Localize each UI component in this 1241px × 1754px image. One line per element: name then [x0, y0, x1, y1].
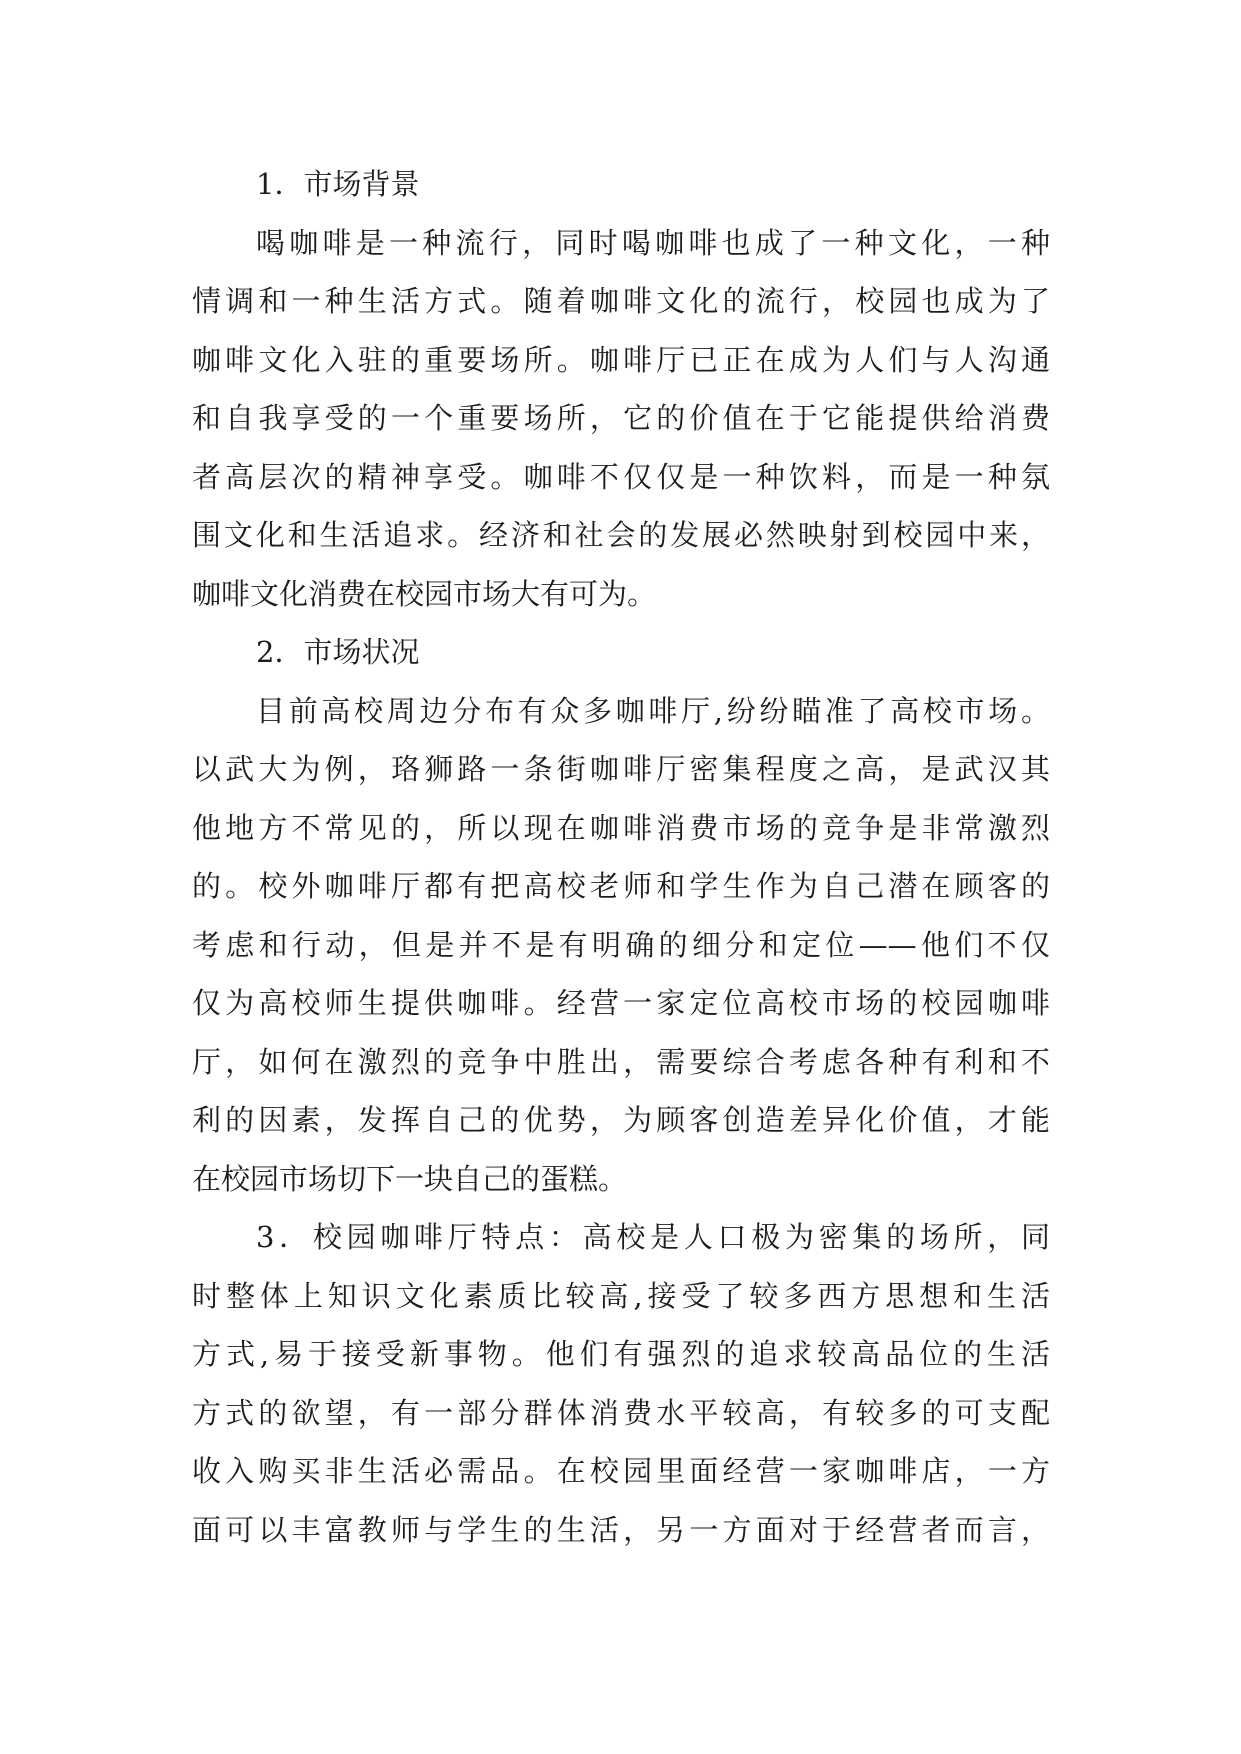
paragraph-line: 利的因素，发挥自己的优势，为顾客创造差异化价值，才能: [192, 1103, 1050, 1137]
paragraph-line: 收入购买非生活必需品。在校园里面经营一家咖啡店，一方: [192, 1454, 1050, 1488]
paragraph-line: 围文化和生活追求。经济和社会的发展必然映射到校园中来，: [192, 518, 1050, 552]
paragraph-line: 和自我享受的一个重要场所，它的价值在于它能提供给消费: [192, 401, 1050, 435]
paragraph-line: 喝咖啡是一种流行，同时喝咖啡也成了一种文化，一种: [256, 225, 1050, 260]
paragraph-line: 咖啡文化入驻的重要场所。咖啡厅已正在成为人们与人沟通: [192, 342, 1050, 377]
paragraph-line: 考虑和行动，但是并不是有明确的细分和定位——他们不仅: [192, 927, 1050, 962]
paragraph-line: 方式,易于接受新事物。他们有强烈的追求较高品位的生活: [192, 1337, 1050, 1371]
paragraph-line: 在校园市场切下一块自己的蛋糕。: [192, 1161, 628, 1196]
paragraph-line: 以武大为例，珞狮路一条街咖啡厅密集程度之高，是武汉其: [192, 752, 1050, 786]
paragraph-line: 厅，如何在激烈的竞争中胜出，需要综合考虑各种有利和不: [192, 1044, 1050, 1079]
paragraph-campus-cafe-features: [192, 1208, 1050, 1559]
paragraph-line: 时整体上知识文化素质比较高,接受了较多西方思想和生活: [192, 1278, 1050, 1313]
heading-text: 1．市场背景: [256, 167, 420, 201]
paragraph-line: 咖啡文化消费在校园市场大有可为。: [192, 576, 657, 611]
paragraph-line: 3．校园咖啡厅特点：高校是人口极为密集的场所，同: [256, 1220, 1050, 1254]
paragraph-line: 方式的欲望，有一部分群体消费水平较高，有较多的可支配: [192, 1395, 1050, 1430]
document-body: [192, 155, 1050, 1559]
section-heading-market-status: [192, 623, 1050, 682]
paragraph-line: 的。校外咖啡厅都有把高校老师和学生作为自己潜在顾客的: [192, 869, 1050, 903]
paragraph-line: 目前高校周边分布有众多咖啡厅,纷纷瞄准了高校市场。: [256, 693, 1050, 728]
paragraph-line: 仅为高校师生提供咖啡。经营一家定位高校市场的校园咖啡: [192, 986, 1050, 1020]
paragraph-line: 他地方不常见的，所以现在咖啡消费市场的竞争是非常激烈: [192, 810, 1050, 845]
paragraph-line: 情调和一种生活方式。随着咖啡文化的流行，校园也成为了: [192, 284, 1050, 318]
paragraph-line: 者高层次的精神享受。咖啡不仅仅是一种饮料，而是一种氛: [192, 459, 1050, 494]
paragraph-market-background: [192, 214, 1050, 624]
section-heading-market-background: [192, 155, 1050, 214]
heading-text: 2．市场状况: [256, 635, 420, 669]
paragraph-market-status: [192, 682, 1050, 1209]
paragraph-line: 面可以丰富教师与学生的生活，另一方面对于经营者而言，: [192, 1512, 1050, 1547]
